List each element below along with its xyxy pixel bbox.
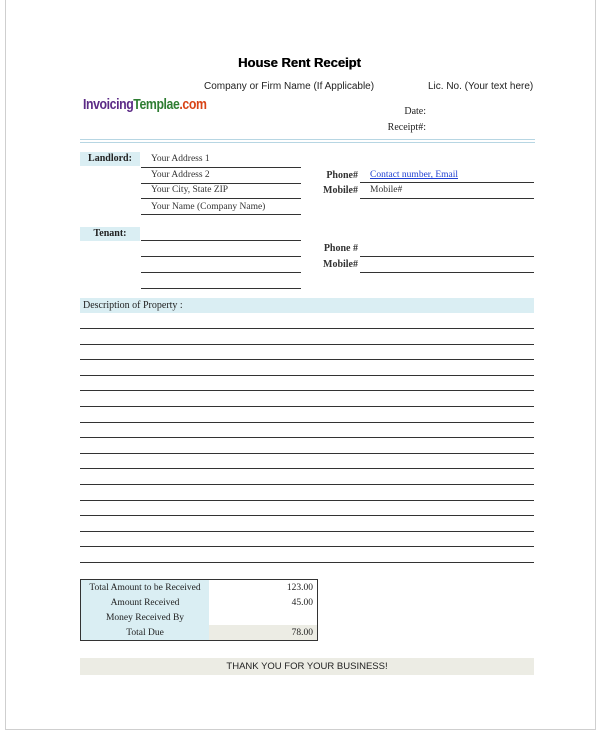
description-line[interactable] bbox=[80, 468, 534, 469]
money-received-by-value[interactable] bbox=[209, 610, 318, 625]
table-row bbox=[81, 625, 318, 641]
field-underline bbox=[141, 214, 301, 215]
description-line[interactable] bbox=[80, 359, 534, 360]
description-line[interactable] bbox=[80, 390, 534, 391]
landlord-address-line-1[interactable]: Your Address 1 bbox=[151, 154, 210, 164]
tenant-field-line[interactable] bbox=[141, 240, 301, 241]
tenant-mobile-line[interactable] bbox=[360, 272, 534, 273]
description-line[interactable] bbox=[80, 406, 534, 407]
table-row bbox=[81, 580, 318, 596]
company-name: Company or Firm Name (If Applicable) bbox=[204, 81, 375, 92]
landlord-label: Landlord: bbox=[80, 152, 140, 166]
description-line[interactable] bbox=[80, 562, 534, 563]
amount-received-label: Amount Received bbox=[81, 595, 210, 610]
page-title: House Rent Receipt bbox=[238, 55, 361, 70]
header-divider bbox=[80, 139, 535, 140]
receipt-number-label: Receipt#: bbox=[387, 122, 426, 133]
total-amount-label: Total Amount to be Received bbox=[81, 580, 210, 596]
total-due-label: Total Due bbox=[81, 625, 210, 641]
landlord-city-state-zip[interactable]: Your City, State ZIP bbox=[151, 185, 229, 195]
description-line[interactable] bbox=[80, 375, 534, 376]
landlord-address-line-2[interactable]: Your Address 2 bbox=[151, 170, 210, 180]
amount-received-value[interactable]: 45.00 bbox=[209, 595, 318, 610]
field-underline bbox=[360, 198, 534, 199]
landlord-mobile-label: Mobile# bbox=[323, 185, 358, 196]
money-received-by-label: Money Received By bbox=[81, 610, 210, 625]
field-underline bbox=[141, 167, 301, 168]
landlord-phone-link[interactable]: Contact number, Email bbox=[370, 170, 459, 180]
description-line[interactable] bbox=[80, 531, 534, 532]
header-divider bbox=[80, 142, 535, 143]
tenant-field-line[interactable] bbox=[141, 256, 301, 257]
description-line[interactable] bbox=[80, 515, 534, 516]
landlord-name[interactable]: Your Name (Company Name) bbox=[151, 202, 266, 212]
field-underline bbox=[141, 198, 301, 199]
description-line[interactable] bbox=[80, 500, 534, 501]
description-line[interactable] bbox=[80, 422, 534, 423]
tenant-mobile-label: Mobile# bbox=[323, 259, 358, 270]
field-underline bbox=[141, 183, 301, 184]
table-row bbox=[81, 595, 318, 610]
tenant-field-line[interactable] bbox=[141, 272, 301, 273]
company-logo: InvoicingTemplae.com bbox=[83, 96, 207, 113]
description-line[interactable] bbox=[80, 484, 534, 485]
table-row bbox=[81, 610, 318, 625]
landlord-mobile-field[interactable]: Mobile# bbox=[370, 185, 403, 195]
landlord-phone-label: Phone# bbox=[326, 170, 358, 181]
tenant-phone-line[interactable] bbox=[360, 256, 534, 257]
tenant-label: Tenant: bbox=[80, 227, 140, 241]
totals-table bbox=[80, 579, 318, 641]
description-line[interactable] bbox=[80, 344, 534, 345]
description-line[interactable] bbox=[80, 437, 534, 438]
license-number: Lic. No. (Your text here) bbox=[428, 81, 534, 92]
description-line[interactable] bbox=[80, 546, 534, 547]
total-due-value[interactable]: 78.00 bbox=[209, 625, 318, 641]
tenant-phone-label: Phone # bbox=[323, 243, 358, 254]
thank-you-banner: THANK YOU FOR YOUR BUSINESS! bbox=[80, 658, 534, 675]
description-line[interactable] bbox=[80, 453, 534, 454]
date-label: Date: bbox=[404, 106, 426, 117]
property-description-label: Description of Property : bbox=[80, 298, 534, 313]
field-underline bbox=[360, 182, 534, 183]
total-amount-value[interactable]: 123.00 bbox=[209, 580, 318, 596]
description-line[interactable] bbox=[80, 328, 534, 329]
tenant-field-line[interactable] bbox=[141, 288, 301, 289]
